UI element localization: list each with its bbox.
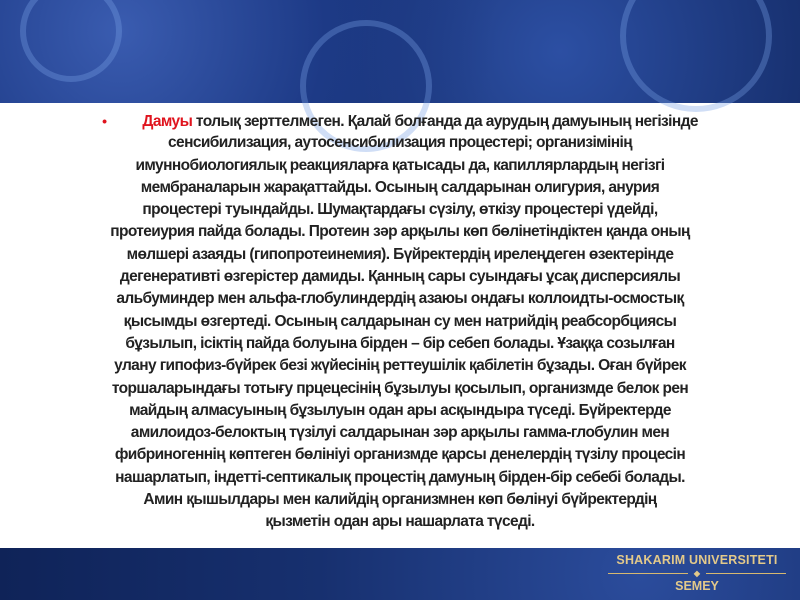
- header-banner: [0, 0, 800, 103]
- text-line: торшаларындағы тотығу прцецесінің бұзылуы қосылып, организмде белок рен: [111, 379, 689, 397]
- slide-body: [0, 110, 800, 534]
- text-line: улану гипофиз-бүйрек безі жүйесінің реттеушілік қабілетін бұзады. Оған бүйрек: [114, 357, 686, 375]
- text-line: процестері туындайды. Шумақтардағы сүзілу, өткізу процестері үдейді,: [142, 201, 658, 219]
- ornament-decoration: [20, 0, 122, 82]
- text-line: қысымды өзгертеді. Осының салдарынан су мен натрийдің реабсорбциясы: [123, 312, 677, 330]
- text-line: нашарлатып, індетті-септикалық процестің дамуның бірден-бір себебі болады.: [115, 468, 685, 486]
- text-line: сенсибилизация, аутосенсибилизация процестері; организімінің: [168, 134, 632, 152]
- university-logo: [602, 553, 792, 594]
- logo-line2: SEMEY: [675, 579, 719, 593]
- text-line: фибриногеннің көптеген бөлініуі организмде қарсы денелердің түзілу процесін: [114, 446, 686, 464]
- logo-line1: SHAKARIM UNIVERSITETI: [616, 553, 778, 567]
- bullet-icon: •: [102, 113, 107, 129]
- text-line: амилоидоз-белоктың түзілуі салдарынан зәр арқылы гамма-глобулин мен: [130, 424, 670, 442]
- text-line: [0, 110, 800, 132]
- logo-rule-right: [706, 573, 786, 574]
- text-line: протеиурия пайда болады. Протеин зәр арқылы көп бөлінетіндіктен қанда оның: [110, 223, 690, 241]
- text-line: мембраналарын жарақаттайды. Осының салдарынан олигурия, анурия: [140, 178, 660, 196]
- text-line: қызметін одан ары нашарлата түседі.: [265, 513, 535, 531]
- logo-rule-left: [608, 573, 688, 574]
- text-line-rest: толық зерттелмеген. Қалай болғанда да аурудың дамуының негізінде: [192, 113, 698, 130]
- text-line: альбуминдер мен альфа-глобулиндердің азаюы ондағы коллоидты-осмостық: [116, 290, 684, 308]
- diamond-icon: ◆: [693, 569, 701, 578]
- ornament-decoration: [620, 0, 772, 112]
- logo-separator: [602, 568, 792, 579]
- text-line: майдың алмасуының бұзылуын одан ары асқындыра түседі. Бүйректерде: [129, 401, 671, 419]
- highlight-term: Дамуы: [142, 113, 193, 130]
- text-line: Амин қышылдары мен калийдің организмнен көп бөлінуі бүйректердің: [143, 491, 657, 509]
- text-line: бұзылып, ісіктің пайда болуына бірден – бір себеп болады. Ұзаққа созылған: [125, 334, 675, 352]
- footer-banner: [0, 548, 800, 600]
- text-line: имуннобиологиялық реакцияларға қатысады да, капиллярлардың негізгі: [135, 156, 665, 174]
- text-line: дегенеративті өзгерістер дамиды. Қанның сары суындағы ұсақ дисперсиялы: [119, 268, 681, 286]
- text-line: мөлшері азаяды (гипопротеинемия). Бүйректердің ирелеңдеген өзектерінде: [126, 245, 674, 263]
